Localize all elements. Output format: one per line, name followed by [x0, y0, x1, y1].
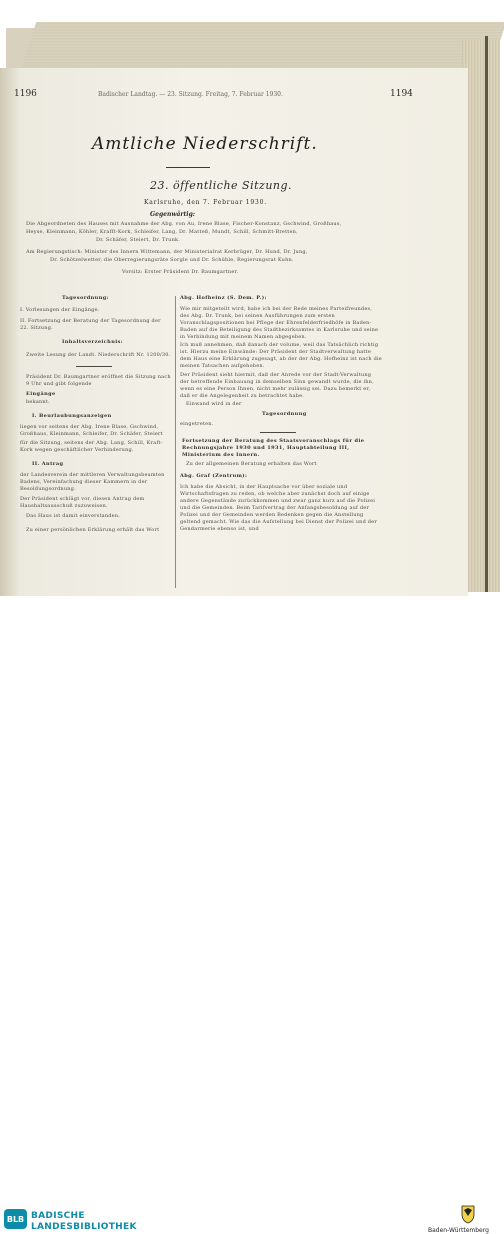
right-paragraph: Wie mir mitgeteilt wird, habe ich bei der Rede meines Parteifreundes, des Abg. Dr. Trunk, bei seinen Ausführungen zum ersten Voranschlagspositionen bei Pflege der Ehrenfelderfriedhöfe in Baden-Baden auf die Beteiligung des Stadtbezirksamtes in Karlsruhe und seine in Verbindung mit meinem Namen abgegeben.: [180, 306, 379, 340]
page-edges-top: [20, 22, 504, 72]
book-scan: [0, 0, 504, 600]
running-header: Badischer Landtag. — 23. Sitzung. Freitag, 7. Februar 1930.: [98, 91, 283, 98]
incoming-heading: Eingänge: [26, 391, 56, 397]
right-column: [178, 290, 384, 590]
left-paragraph: der Landesverein der mittleren Verwaltungsbeamten Badens, Vereinfachung dieser Kammern in der Besoldungsordnung.: [20, 472, 165, 492]
present-heading: Gegenwärtig:: [150, 211, 195, 218]
right-paragraph: Einwand wird in der: [186, 401, 242, 407]
left-paragraph: Zweite Lesung der Landt. Niederschrift Nr. 1200/30.: [26, 352, 171, 358]
blb-logo: BLB: [4, 1209, 27, 1229]
right-page-number: 1194: [390, 89, 413, 99]
left-column: [18, 290, 174, 590]
present-line: Vorsitz: Erster Präsident Dr. Baumgartner.: [122, 269, 239, 275]
library-name-line2: LANDESBIBLIOTHEK: [31, 1222, 137, 1232]
right-paragraph: Ich habe die Absicht, in der Hauptsache vor über soziale und Wirtschaftsfragen zu reden, ob welche aber zunächst doch auf einige andere Gegenstände zurückkommen und zwar ganz kurz auf die Polizei und die Gemeinden. Beim Tarifvertrag der Anfangsbesoldung auf der Polizei und der Gemeinden werden Bedenken gegen die Anstellung geltend gemacht. Wie das die Aufstellung bei Dienst der Polizei und der Gendarmerie ebenso ist, und: [180, 484, 377, 532]
present-line: Dr. Schäfer, Steiert, Dr. Trunk.: [96, 237, 181, 243]
budget-heading: Fortsetzung der Beratung des Staatsvoranschlags für die Rechnungsjahre 1930 und 1931, Hauptabteilung III, Ministerium des Innern.: [182, 438, 365, 458]
speaker-heading: Abg. Graf (Zentrum):: [180, 473, 248, 479]
section-rule: [76, 366, 112, 367]
right-paragraph: Der Präsident sieht hiermit, daß der Anrede vor der Stadt-Verwaltung der betreffende Einbauung in demselben Sinn gewandt wurde, die ihn, wenn es eine Person Ihnen, nicht mehr zulässig sei. Dazu bemerkt er, daß er die Angelegenheit zu betrachtet habe.: [180, 372, 374, 399]
section-rule: [260, 432, 296, 433]
contents-heading: Inhaltsverzeichnis:: [62, 339, 123, 345]
right-paragraph: Zu der allgemeinen Beratung erhalten das Wort: [186, 461, 317, 467]
library-name-line1: BADISCHE: [31, 1211, 85, 1221]
agenda-heading: Tagesordnung:: [62, 295, 109, 301]
present-line: Am Regierungstisch: Minister des Innern Wittemann, der Ministerialrat Kerbrüger, Dr. Hund, Dr. Jung,: [26, 249, 308, 255]
left-paragraph: Das Haus ist damit einverstanden.: [26, 513, 121, 519]
right-paragraph: Ich muß annehmen, daß danach der volume, weil das Tatsächlich richtig ist. Hierzu meine Einwände: Der Präsident der Stadtverwaltung hatte dem Haus eine Erklärung zugesagt, ab der der Abg. Hofheinz ist nach die meinen Tatsachen aufgehoben.: [180, 342, 382, 369]
title-rule: [166, 167, 210, 168]
left-paragraph: bekannt.: [26, 399, 50, 405]
speaker-heading: Abg. Hofheinz (S. Dem. P.):: [180, 295, 267, 301]
right-paragraph: eingetreten.: [180, 421, 214, 427]
library-footer: [0, 600, 504, 1234]
document-title: Amtliche Niederschrift.: [92, 134, 318, 154]
left-paragraph: Zu einer persönlichen Erklärung erhält das Wort: [26, 527, 160, 533]
place-date: Karlsruhe, den 7. Februar 1930.: [144, 199, 267, 206]
column-divider: [175, 296, 176, 588]
present-line: Die Abgeordneten des Hauses mit Ausnahme der Abg. von Au, Irene Blase, Fischer-Konstanz, Gschwind, Großhaus,: [26, 221, 342, 227]
state-label: Baden-Württemberg: [428, 1227, 489, 1234]
left-paragraph: Der Präsident schlägt vor, diesen Antrag dem Haushaltsausschuß zuzuweisen.: [20, 496, 145, 509]
present-line: Heyse, Kleinmann, Köhler, Krafft-Kork, Schleifer, Lang, Dr. Matteß, Mundt, Schill, Schmitt-Bretten,: [26, 229, 298, 235]
page-gutter: [0, 68, 20, 596]
agenda-item-heading: Tagesordnung: [262, 411, 307, 417]
left-page-number: 1196: [14, 89, 37, 99]
book-cover-edge: [485, 36, 488, 592]
left-paragraph: I. Vorlesungen der Eingänge.: [20, 307, 100, 313]
left-paragraph: liegen vor seitens der Abg. Irene Blase, Gschwind, Großhaus, Kleinmann, Schleifer, Dr. Schäfer, Steiert: [20, 424, 163, 437]
left-paragraph: für die Sitzung, seitens der Abg. Lang, Schill, Kraft-Kork wegen geschäftlicher Verhinderung.: [20, 440, 163, 453]
left-paragraph: II. Fortsetzung der Beratung der Tagesordnung der 22. Sitzung.: [20, 318, 161, 331]
session-heading: 23. öffentliche Sitzung.: [150, 179, 293, 192]
left-paragraph: Präsident Dr. Baumgartner eröffnet die Sitzung nach 9 Uhr und gibt folgende: [26, 374, 171, 387]
leave-heading: I. Beurlaubungsanzeigen: [32, 413, 112, 419]
motion-heading: II. Antrag: [32, 461, 64, 467]
coat-of-arms-icon: [460, 1204, 476, 1224]
present-line: Dr. Schötzelwetter, die Oberregierungsräte Sorgle und Dr. Schühle, Regierungsrat Kuhn.: [50, 257, 294, 263]
